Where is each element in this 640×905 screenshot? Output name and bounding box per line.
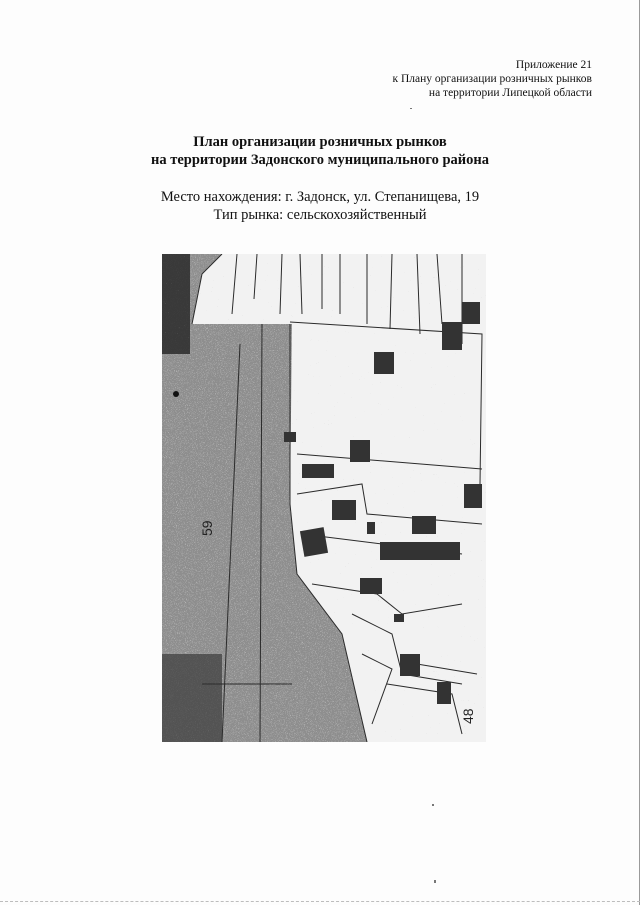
map-label-right: 48 [460, 708, 476, 724]
scan-speck [410, 108, 412, 109]
site-plan-map [162, 254, 486, 742]
market-location: Место нахождения: г. Задонск, ул. Степанищева, 19 [160, 189, 480, 205]
site-plan-image [162, 254, 486, 742]
title-line-2: на территории Задонского муниципального района [151, 152, 489, 168]
appendix-header [252, 58, 592, 100]
map-point-marker [173, 391, 179, 397]
appendix-reference: к Плану организации розничных рынков [392, 73, 592, 85]
title-line-1: План организации розничных рынков [193, 134, 447, 150]
scan-speck [432, 804, 434, 806]
map-label-left: 59 [199, 520, 215, 536]
scan-bottom-edge [0, 901, 640, 902]
document-title [0, 133, 640, 169]
map-speckle [162, 254, 486, 742]
market-details [0, 188, 640, 224]
appendix-region: на территории Липецкой области [428, 87, 592, 99]
market-type: Тип рынка: сельскохозяйственный [213, 207, 427, 223]
scan-speck [434, 880, 436, 883]
appendix-number: Приложение 21 [515, 59, 592, 71]
